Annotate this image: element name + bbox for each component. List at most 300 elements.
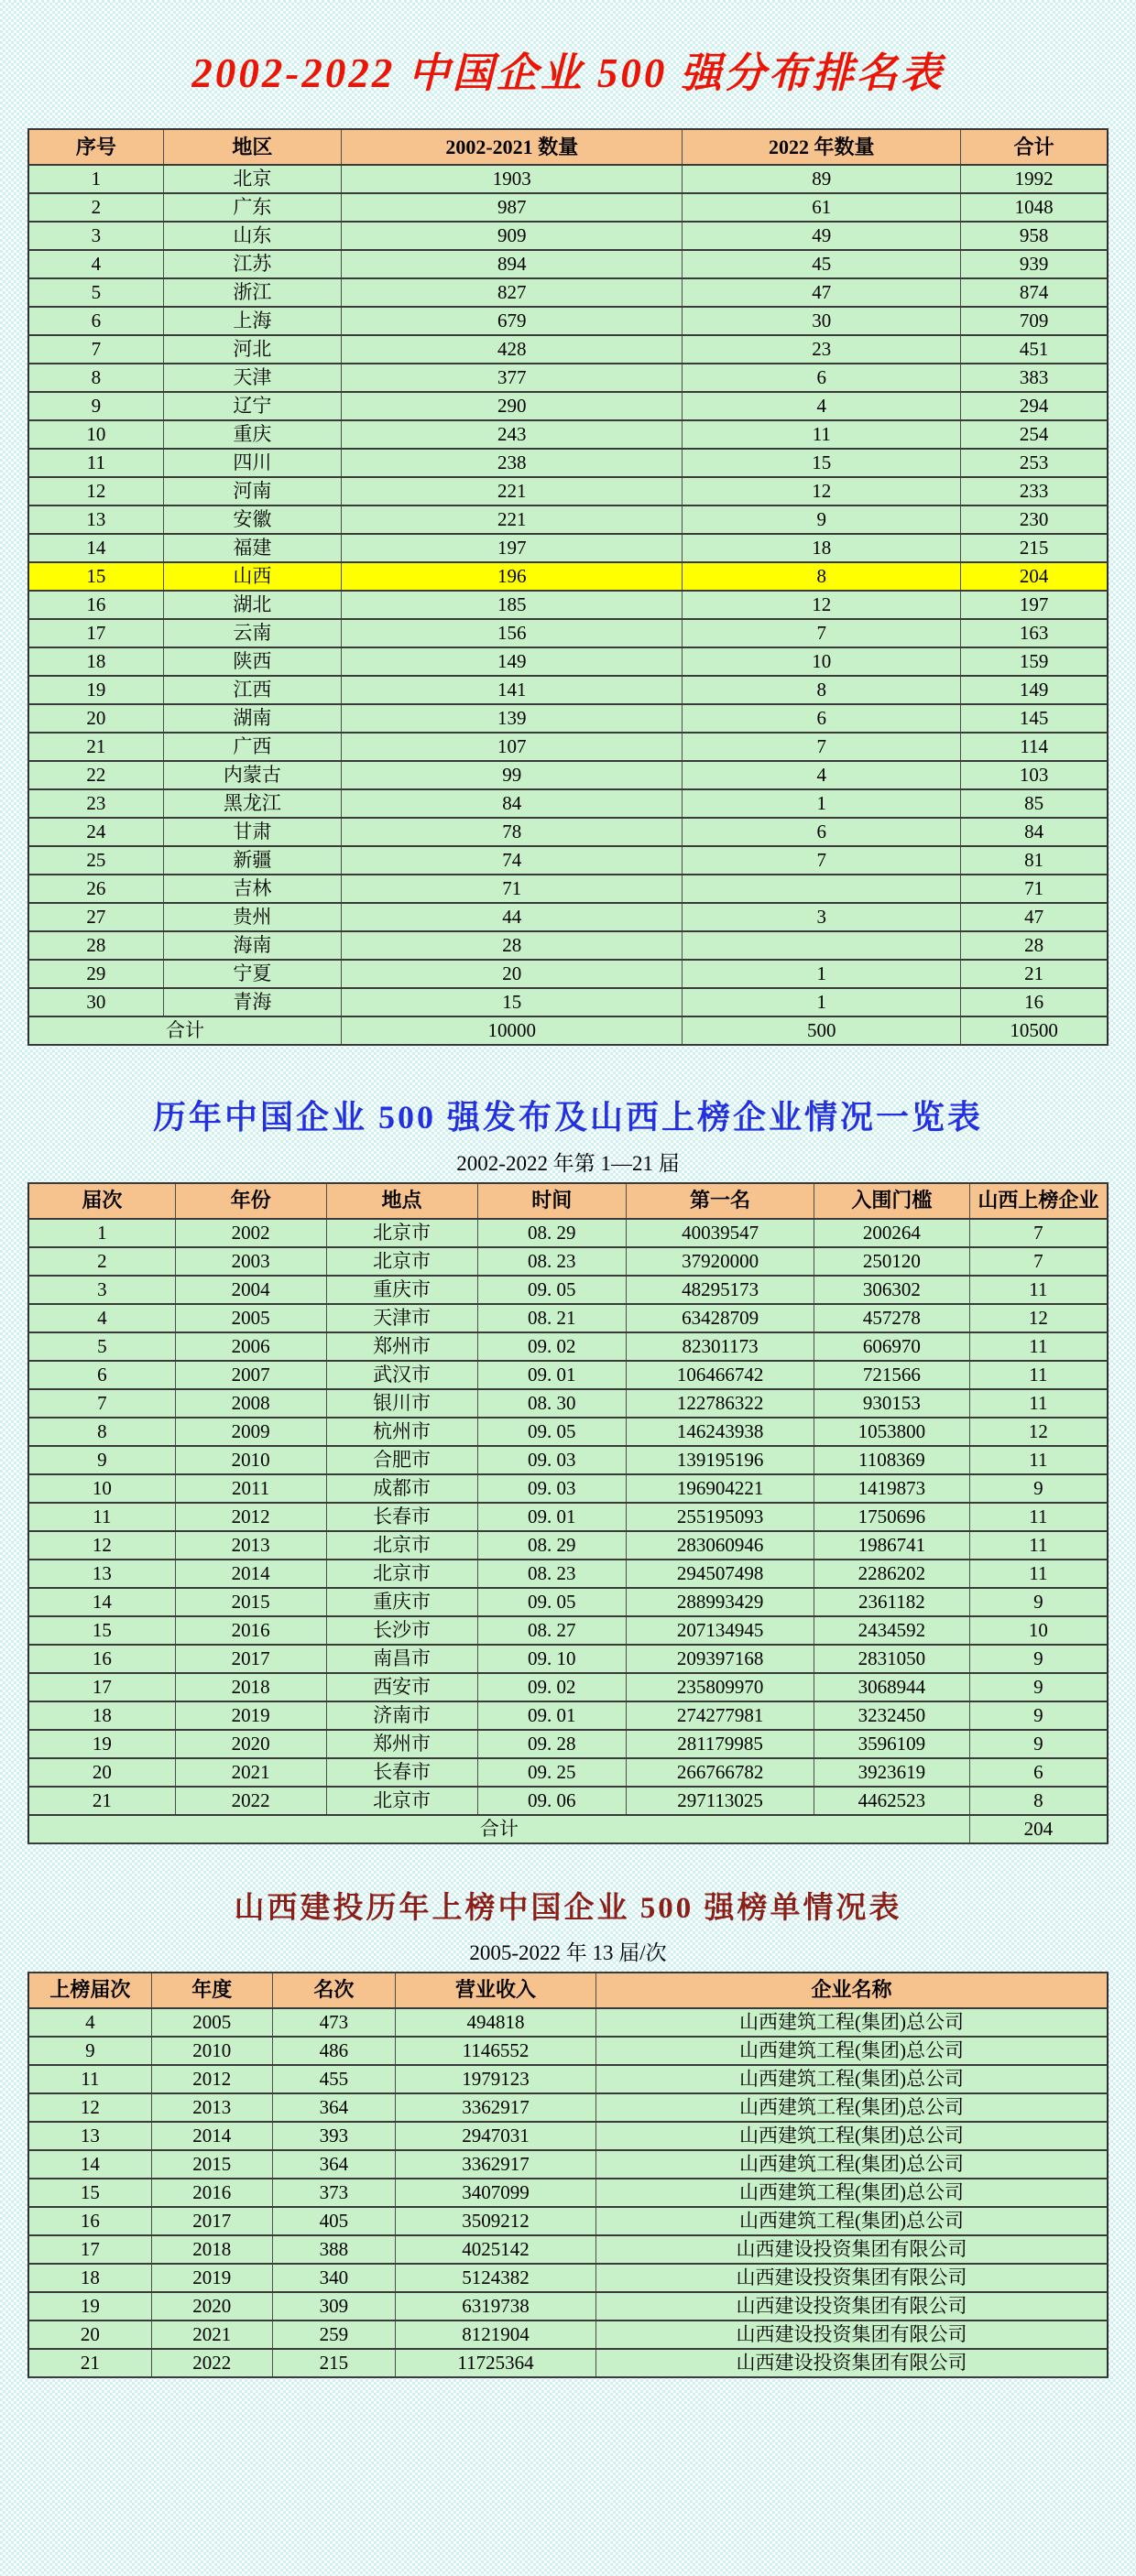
table-cell: 30 bbox=[28, 988, 163, 1016]
table-cell: 09. 25 bbox=[477, 1758, 627, 1787]
table-cell: 139 bbox=[342, 704, 683, 733]
table-cell: 2021 bbox=[175, 1758, 326, 1787]
table-cell: 215 bbox=[272, 2349, 395, 2377]
table-cell: 江西 bbox=[163, 676, 341, 704]
table-cell: 09. 05 bbox=[477, 1418, 627, 1446]
annual-release-table bbox=[27, 1182, 1109, 1844]
table-cell: 63428709 bbox=[627, 1304, 814, 1332]
table-cell: 26 bbox=[28, 875, 163, 903]
table-row bbox=[28, 1332, 1108, 1361]
table-cell: 909 bbox=[342, 222, 683, 250]
table-cell: 11 bbox=[969, 1332, 1108, 1361]
table-cell: 5124382 bbox=[395, 2264, 595, 2292]
table-cell: 11 bbox=[969, 1560, 1108, 1588]
table-cell: 宁夏 bbox=[163, 960, 341, 988]
table-cell: 2017 bbox=[151, 2207, 272, 2235]
table-row bbox=[28, 2292, 1108, 2321]
table-cell: 14 bbox=[28, 2150, 151, 2179]
table-row bbox=[28, 1787, 1108, 1815]
distribution-ranking-table bbox=[27, 128, 1109, 1046]
table-cell: 4 bbox=[683, 392, 961, 420]
table-row bbox=[28, 392, 1108, 420]
table-cell: 3923619 bbox=[814, 1758, 970, 1787]
table-cell: 253 bbox=[961, 449, 1108, 477]
table-cell: 9 bbox=[28, 2037, 151, 2065]
table-cell: 长沙市 bbox=[326, 1616, 477, 1645]
table-cell: 103 bbox=[961, 761, 1108, 789]
table-cell: 8 bbox=[683, 562, 961, 591]
table-cell: 28 bbox=[28, 931, 163, 960]
table-cell: 45 bbox=[683, 250, 961, 278]
table-cell: 393 bbox=[272, 2122, 395, 2150]
column-header: 企业名称 bbox=[596, 1973, 1108, 2008]
table-cell: 2010 bbox=[151, 2037, 272, 2065]
table-cell: 29 bbox=[28, 960, 163, 988]
table-cell: 4 bbox=[28, 1304, 175, 1332]
table-cell: 15 bbox=[28, 2179, 151, 2207]
table-cell: 福建 bbox=[163, 534, 341, 562]
header-row bbox=[28, 129, 1108, 165]
table-row bbox=[28, 1531, 1108, 1560]
table-cell: 235809970 bbox=[627, 1673, 814, 1701]
table-cell: 7 bbox=[683, 619, 961, 647]
table-cell: 99 bbox=[342, 761, 683, 789]
table-cell: 377 bbox=[342, 364, 683, 392]
table-cell: 11 bbox=[28, 1503, 175, 1531]
table-cell: 08. 23 bbox=[477, 1560, 627, 1588]
table-row bbox=[28, 505, 1108, 534]
table-cell: 19 bbox=[28, 676, 163, 704]
table-cell: 7 bbox=[969, 1219, 1108, 1247]
table-cell: 09. 01 bbox=[477, 1361, 627, 1389]
table-cell: 2015 bbox=[175, 1588, 326, 1616]
total-row bbox=[28, 1016, 1108, 1045]
column-header: 年度 bbox=[151, 1973, 272, 2008]
table-cell: 106466742 bbox=[627, 1361, 814, 1389]
table-cell: 18 bbox=[28, 2264, 151, 2292]
table-cell: 141 bbox=[342, 676, 683, 704]
table-cell: 11 bbox=[969, 1276, 1108, 1304]
table-cell: 89 bbox=[683, 165, 961, 193]
table-cell: 内蒙古 bbox=[163, 761, 341, 789]
table-cell: 广东 bbox=[163, 193, 341, 222]
table-cell: 杭州市 bbox=[326, 1418, 477, 1446]
table-row bbox=[28, 1758, 1108, 1787]
table-cell: 山西建设投资集团有限公司 bbox=[596, 2264, 1108, 2292]
table-cell: 197 bbox=[342, 534, 683, 562]
table-cell: 3407099 bbox=[395, 2179, 595, 2207]
table-cell: 山西建设投资集团有限公司 bbox=[596, 2321, 1108, 2349]
table-cell: 2 bbox=[28, 1247, 175, 1276]
table-cell: 长春市 bbox=[326, 1503, 477, 1531]
column-header: 山西上榜企业 bbox=[969, 1183, 1108, 1219]
table-cell: 196 bbox=[342, 562, 683, 591]
table-row bbox=[28, 165, 1108, 193]
table-cell: 243 bbox=[342, 420, 683, 449]
table-cell: 辽宁 bbox=[163, 392, 341, 420]
table-cell: 5 bbox=[28, 278, 163, 307]
table-cell: 08. 30 bbox=[477, 1389, 627, 1418]
table-cell: 255195093 bbox=[627, 1503, 814, 1531]
table-cell: 14 bbox=[28, 1588, 175, 1616]
table-cell: 成都市 bbox=[326, 1474, 477, 1503]
table-cell: 2013 bbox=[175, 1531, 326, 1560]
table-cell: 2005 bbox=[175, 1304, 326, 1332]
table-row bbox=[28, 931, 1108, 960]
table-cell: 122786322 bbox=[627, 1389, 814, 1418]
table-cell: 10 bbox=[683, 647, 961, 676]
table-cell: 1 bbox=[683, 789, 961, 818]
table-cell: 2022 bbox=[175, 1787, 326, 1815]
table-row bbox=[28, 364, 1108, 392]
table-row bbox=[28, 1304, 1108, 1332]
table-cell: 721566 bbox=[814, 1361, 970, 1389]
table-cell: 9 bbox=[969, 1474, 1108, 1503]
table-cell: 21 bbox=[961, 960, 1108, 988]
table-cell: 河南 bbox=[163, 477, 341, 505]
table-cell: 6 bbox=[969, 1758, 1108, 1787]
table-cell: 2011 bbox=[175, 1474, 326, 1503]
table-cell: 09. 28 bbox=[477, 1730, 627, 1758]
table-cell: 1 bbox=[683, 988, 961, 1016]
table-cell: 17 bbox=[28, 2235, 151, 2264]
table-cell: 159 bbox=[961, 647, 1108, 676]
table-cell: 1108369 bbox=[814, 1446, 970, 1474]
table-cell: 221 bbox=[342, 505, 683, 534]
table-cell: 天津 bbox=[163, 364, 341, 392]
table-cell: 259 bbox=[272, 2321, 395, 2349]
table-row bbox=[28, 2065, 1108, 2093]
table-cell: 473 bbox=[272, 2008, 395, 2037]
table-cell: 陕西 bbox=[163, 647, 341, 676]
table-cell: 457278 bbox=[814, 1304, 970, 1332]
table-row bbox=[28, 1560, 1108, 1588]
table-cell: 6 bbox=[28, 307, 163, 335]
table-cell: 11 bbox=[28, 449, 163, 477]
table-cell: 4025142 bbox=[395, 2235, 595, 2264]
table-cell: 486 bbox=[272, 2037, 395, 2065]
table-row bbox=[28, 2321, 1108, 2349]
table-cell: 13 bbox=[28, 1560, 175, 1588]
table-cell: 重庆市 bbox=[326, 1588, 477, 1616]
total-label-cell: 合计 bbox=[28, 1016, 342, 1045]
column-header: 合计 bbox=[961, 129, 1108, 165]
table-cell: 20 bbox=[342, 960, 683, 988]
table-row bbox=[28, 2150, 1108, 2179]
table-row bbox=[28, 1418, 1108, 1446]
table-cell: 364 bbox=[272, 2093, 395, 2122]
table-cell: 2010 bbox=[175, 1446, 326, 1474]
table-row bbox=[28, 2349, 1108, 2377]
table-cell: 11 bbox=[969, 1361, 1108, 1389]
table-cell: 11725364 bbox=[395, 2349, 595, 2377]
table-cell: 16 bbox=[961, 988, 1108, 1016]
table-cell: 12 bbox=[28, 2093, 151, 2122]
table-cell: 4 bbox=[28, 250, 163, 278]
table-cell: 24 bbox=[28, 818, 163, 846]
table-cell: 2004 bbox=[175, 1276, 326, 1304]
table-cell: 北京市 bbox=[326, 1531, 477, 1560]
table-cell: 139195196 bbox=[627, 1446, 814, 1474]
table-cell: 274277981 bbox=[627, 1701, 814, 1730]
table-cell: 8 bbox=[683, 676, 961, 704]
table-cell: 47 bbox=[961, 903, 1108, 931]
table-cell: 15 bbox=[342, 988, 683, 1016]
table-cell: 146243938 bbox=[627, 1418, 814, 1446]
table-cell: 163 bbox=[961, 619, 1108, 647]
table-cell: 16 bbox=[28, 591, 163, 619]
table-row bbox=[28, 2264, 1108, 2292]
column-header: 地点 bbox=[326, 1183, 477, 1219]
table-row bbox=[28, 1474, 1108, 1503]
table-cell: 428 bbox=[342, 335, 683, 364]
table-row bbox=[28, 449, 1108, 477]
table-cell: 北京 bbox=[163, 165, 341, 193]
table-cell: 196904221 bbox=[627, 1474, 814, 1503]
column-header: 届次 bbox=[28, 1183, 175, 1219]
table-cell: 197 bbox=[961, 591, 1108, 619]
table-cell: 47 bbox=[683, 278, 961, 307]
table-cell: 16 bbox=[28, 1645, 175, 1673]
table-row bbox=[28, 591, 1108, 619]
table-cell: 2012 bbox=[175, 1503, 326, 1531]
table2-title: 历年中国企业 500 强发布及山西上榜企业情况一览表 bbox=[152, 1099, 983, 1136]
table-cell: 145 bbox=[961, 704, 1108, 733]
table-row bbox=[28, 1247, 1108, 1276]
table-row bbox=[28, 2207, 1108, 2235]
table3-title: 山西建投历年上榜中国企业 500 强榜单情况表 bbox=[234, 1891, 902, 1925]
table-cell: 19 bbox=[28, 1730, 175, 1758]
table-row bbox=[28, 1276, 1108, 1304]
table-cell: 215 bbox=[961, 534, 1108, 562]
table-cell: 15 bbox=[28, 1616, 175, 1645]
table-cell: 3 bbox=[28, 1276, 175, 1304]
table-cell: 5 bbox=[28, 1332, 175, 1361]
table-cell: 340 bbox=[272, 2264, 395, 2292]
table-cell: 22 bbox=[28, 761, 163, 789]
table-cell: 湖南 bbox=[163, 704, 341, 733]
table-cell: 2831050 bbox=[814, 1645, 970, 1673]
table-cell: 9 bbox=[969, 1588, 1108, 1616]
table-cell: 455 bbox=[272, 2065, 395, 2093]
table-cell: 13 bbox=[28, 2122, 151, 2150]
table-cell: 西安市 bbox=[326, 1673, 477, 1701]
table-row bbox=[28, 222, 1108, 250]
table-cell: 甘肃 bbox=[163, 818, 341, 846]
table-cell: 9 bbox=[28, 1446, 175, 1474]
table-row bbox=[28, 1389, 1108, 1418]
table-cell: 28 bbox=[342, 931, 683, 960]
table-cell: 405 bbox=[272, 2207, 395, 2235]
table-row bbox=[28, 307, 1108, 335]
table-cell: 2007 bbox=[175, 1361, 326, 1389]
table-cell: 294 bbox=[961, 392, 1108, 420]
table-row bbox=[28, 1503, 1108, 1531]
table-cell: 874 bbox=[961, 278, 1108, 307]
table-cell bbox=[683, 931, 961, 960]
table-cell: 2019 bbox=[175, 1701, 326, 1730]
table-row bbox=[28, 733, 1108, 761]
table-cell: 20 bbox=[28, 704, 163, 733]
table-row bbox=[28, 676, 1108, 704]
table-cell: 7 bbox=[28, 1389, 175, 1418]
table-cell: 2003 bbox=[175, 1247, 326, 1276]
table-cell: 09. 02 bbox=[477, 1332, 627, 1361]
table-cell: 贵州 bbox=[163, 903, 341, 931]
table-cell: 2022 bbox=[151, 2349, 272, 2377]
table-cell: 987 bbox=[342, 193, 683, 222]
table-cell: 233 bbox=[961, 477, 1108, 505]
table-cell: 2005 bbox=[151, 2008, 272, 2037]
table-cell: 08. 27 bbox=[477, 1616, 627, 1645]
table-cell: 84 bbox=[342, 789, 683, 818]
table-cell: 12 bbox=[28, 1531, 175, 1560]
table-cell: 9 bbox=[28, 392, 163, 420]
table-cell: 290 bbox=[342, 392, 683, 420]
column-header: 名次 bbox=[272, 1973, 395, 2008]
table-cell: 939 bbox=[961, 250, 1108, 278]
table3-subtitle: 2005-2022 年 13 届/次 bbox=[469, 1941, 667, 1965]
table-cell: 74 bbox=[342, 846, 683, 875]
table-cell: 4 bbox=[683, 761, 961, 789]
table-cell: 827 bbox=[342, 278, 683, 307]
table-cell: 山西建筑工程(集团)总公司 bbox=[596, 2179, 1108, 2207]
table-cell: 373 bbox=[272, 2179, 395, 2207]
table-cell: 3 bbox=[28, 222, 163, 250]
column-header: 2022 年数量 bbox=[683, 129, 961, 165]
table2-subtitle: 2002-2022 年第 1—21 届 bbox=[456, 1152, 680, 1176]
table-row bbox=[28, 875, 1108, 903]
table-cell: 1903 bbox=[342, 165, 683, 193]
table-cell: 1419873 bbox=[814, 1474, 970, 1503]
column-header: 年份 bbox=[175, 1183, 326, 1219]
table-cell: 黑龙江 bbox=[163, 789, 341, 818]
table-row bbox=[28, 647, 1108, 676]
table-cell: 207134945 bbox=[627, 1616, 814, 1645]
table-cell: 2286202 bbox=[814, 1560, 970, 1588]
table-cell: 10 bbox=[28, 420, 163, 449]
table-cell: 山西建筑工程(集团)总公司 bbox=[596, 2150, 1108, 2179]
table-cell: 2361182 bbox=[814, 1588, 970, 1616]
table-cell: 6 bbox=[683, 818, 961, 846]
table-row bbox=[28, 846, 1108, 875]
table-cell: 40039547 bbox=[627, 1219, 814, 1247]
table-cell: 海南 bbox=[163, 931, 341, 960]
table-cell: 1992 bbox=[961, 165, 1108, 193]
table-cell: 10 bbox=[28, 1474, 175, 1503]
table-cell: 北京市 bbox=[326, 1787, 477, 1815]
table-cell: 2019 bbox=[151, 2264, 272, 2292]
column-header: 第一名 bbox=[627, 1183, 814, 1219]
table-cell: 82301173 bbox=[627, 1332, 814, 1361]
table-cell: 4 bbox=[28, 2008, 151, 2037]
table1-title: 2002-2022 中国企业 500 强分布排名表 bbox=[191, 50, 945, 96]
table-cell: 1146552 bbox=[395, 2037, 595, 2065]
table-cell: 1048 bbox=[961, 193, 1108, 222]
table-cell: 6319738 bbox=[395, 2292, 595, 2321]
table-row bbox=[28, 1588, 1108, 1616]
table-cell: 重庆市 bbox=[326, 1276, 477, 1304]
table-row bbox=[28, 2037, 1108, 2065]
table-cell: 209397168 bbox=[627, 1645, 814, 1673]
table-cell: 20 bbox=[28, 1758, 175, 1787]
table-cell: 7 bbox=[683, 846, 961, 875]
table-cell: 204 bbox=[961, 562, 1108, 591]
table-cell: 山东 bbox=[163, 222, 341, 250]
table-row bbox=[28, 335, 1108, 364]
table-cell: 11 bbox=[683, 420, 961, 449]
table-cell: 2947031 bbox=[395, 2122, 595, 2150]
table-cell: 250120 bbox=[814, 1247, 970, 1276]
table-cell: 09. 10 bbox=[477, 1645, 627, 1673]
table-cell: 12 bbox=[28, 477, 163, 505]
table-cell: 2002 bbox=[175, 1219, 326, 1247]
table-cell: 山西建设投资集团有限公司 bbox=[596, 2349, 1108, 2377]
table-row bbox=[28, 903, 1108, 931]
table-cell: 12 bbox=[969, 1418, 1108, 1446]
table-cell: 9 bbox=[683, 505, 961, 534]
table-row bbox=[28, 2122, 1108, 2150]
column-header: 入围门槛 bbox=[814, 1183, 970, 1219]
table-cell: 9 bbox=[969, 1701, 1108, 1730]
table-cell: 山西建设投资集团有限公司 bbox=[596, 2292, 1108, 2321]
table-cell: 山西建筑工程(集团)总公司 bbox=[596, 2093, 1108, 2122]
table-cell: 12 bbox=[969, 1304, 1108, 1332]
table-cell: 湖北 bbox=[163, 591, 341, 619]
table-cell: 21 bbox=[28, 733, 163, 761]
table-row bbox=[28, 1361, 1108, 1389]
document-page bbox=[27, 0, 1109, 2378]
table-cell: 8121904 bbox=[395, 2321, 595, 2349]
table-cell: 11 bbox=[969, 1531, 1108, 1560]
table-cell: 11 bbox=[969, 1389, 1108, 1418]
table-cell: 2014 bbox=[175, 1560, 326, 1588]
table-row bbox=[28, 1730, 1108, 1758]
table-cell: 49 bbox=[683, 222, 961, 250]
table-row bbox=[28, 619, 1108, 647]
table-row bbox=[28, 818, 1108, 846]
table-cell: 北京市 bbox=[326, 1219, 477, 1247]
table-cell: 254 bbox=[961, 420, 1108, 449]
table-cell: 2013 bbox=[151, 2093, 272, 2122]
table-cell: 230 bbox=[961, 505, 1108, 534]
table-cell: 2021 bbox=[151, 2321, 272, 2349]
table-row bbox=[28, 420, 1108, 449]
table-cell: 81 bbox=[961, 846, 1108, 875]
table-row bbox=[28, 1645, 1108, 1673]
table-cell: 27 bbox=[28, 903, 163, 931]
table-row bbox=[28, 789, 1108, 818]
table-row bbox=[28, 1219, 1108, 1247]
table-cell: 28 bbox=[961, 931, 1108, 960]
table-row bbox=[28, 1616, 1108, 1645]
table-cell: 青海 bbox=[163, 988, 341, 1016]
table-cell: 309 bbox=[272, 2292, 395, 2321]
table-cell: 2017 bbox=[175, 1645, 326, 1673]
table-cell: 61 bbox=[683, 193, 961, 222]
table-cell: 山西建设投资集团有限公司 bbox=[596, 2235, 1108, 2264]
table-cell: 11 bbox=[969, 1503, 1108, 1531]
table-cell: 48295173 bbox=[627, 1276, 814, 1304]
table-cell: 221 bbox=[342, 477, 683, 505]
table-cell: 2008 bbox=[175, 1389, 326, 1418]
table-cell: 37920000 bbox=[627, 1247, 814, 1276]
table-cell: 山西建筑工程(集团)总公司 bbox=[596, 2207, 1108, 2235]
table-cell: 09. 03 bbox=[477, 1474, 627, 1503]
table-cell: 新疆 bbox=[163, 846, 341, 875]
table-cell: 山西建筑工程(集团)总公司 bbox=[596, 2037, 1108, 2065]
table-row bbox=[28, 562, 1108, 591]
